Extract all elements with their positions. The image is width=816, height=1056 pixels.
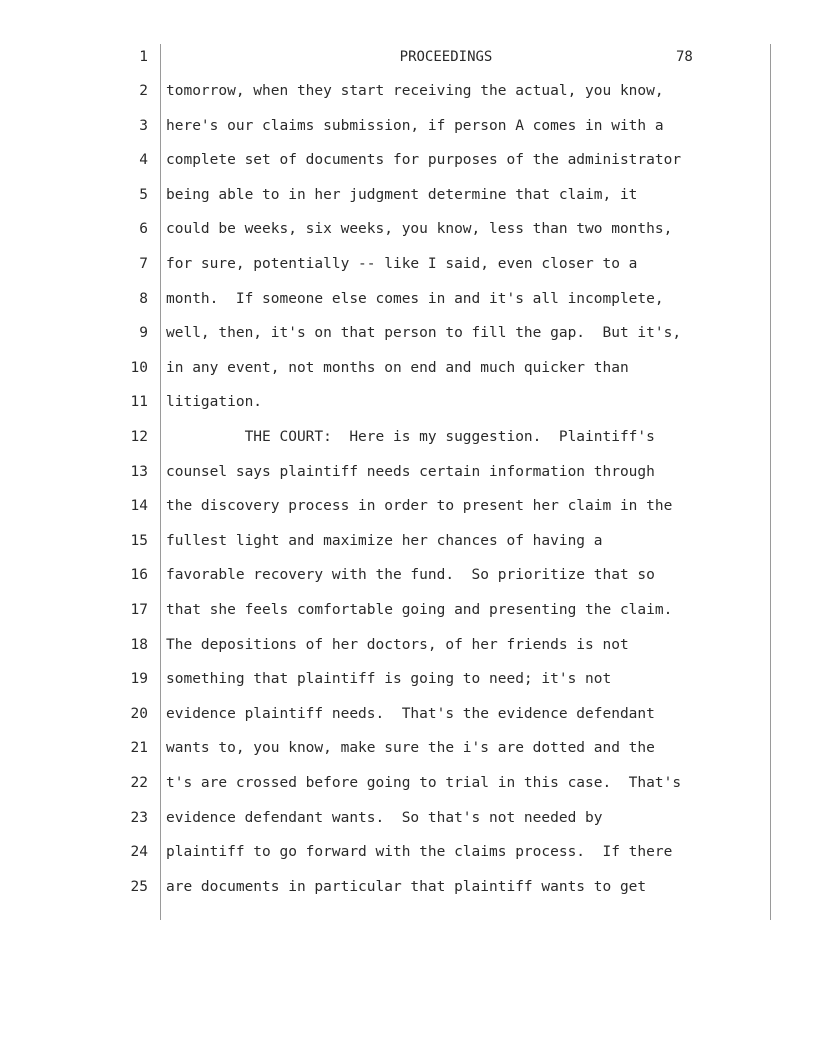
line-number: 15: [130, 532, 148, 549]
line-number: 11: [130, 394, 148, 411]
line-text: in any event, not months on end and much quicker than: [166, 359, 629, 376]
transcript-line: [0, 738, 816, 772]
transcript-line: [0, 773, 816, 807]
line-text: the discovery process in order to present her claim in the: [166, 498, 673, 515]
transcript-line: [0, 600, 816, 634]
line-number: 8: [139, 290, 148, 307]
transcript-line: [0, 704, 816, 738]
line-number: 24: [130, 844, 148, 861]
line-text: for sure, potentially -- like I said, even closer to a: [166, 256, 638, 272]
transcript-line: [0, 219, 816, 253]
line-number: 19: [130, 671, 148, 688]
line-number: 18: [130, 636, 148, 653]
line-text: t's are crossed before going to trial in this case. That's: [166, 775, 682, 791]
transcript-line: [0, 392, 816, 426]
transcript-line: [0, 427, 816, 461]
line-number: 5: [139, 186, 148, 203]
line-number: 14: [130, 498, 148, 515]
transcript-line: [0, 254, 816, 288]
line-number: 1: [139, 49, 148, 65]
line-number: 25: [130, 878, 148, 895]
line-text: THE COURT: Here is my suggestion. Plaintiff's: [166, 429, 655, 445]
page-number: 78: [676, 49, 693, 65]
transcript-line: [0, 496, 816, 530]
line-text: counsel says plaintiff needs certain information through: [166, 463, 655, 480]
line-number: 10: [130, 359, 148, 376]
line-text: fullest light and maximize her chances of having a: [166, 532, 603, 549]
line-text: evidence plaintiff needs. That's the evidence defendant: [166, 705, 655, 722]
line-text: evidence defendant wants. So that's not needed by: [166, 809, 603, 826]
transcript-line: [0, 531, 816, 565]
line-text: favorable recovery with the fund. So prioritize that so: [166, 567, 655, 584]
line-number: 23: [130, 809, 148, 826]
line-text: wants to, you know, make sure the i's are dotted and the: [166, 740, 655, 757]
transcript-line: [0, 150, 816, 184]
line-number: 22: [130, 775, 148, 791]
line-number: 12: [130, 429, 148, 445]
line-text: complete set of documents for purposes of the administrator: [166, 152, 682, 169]
line-text: The depositions of her doctors, of her friends is not: [166, 636, 629, 653]
line-number: 2: [139, 83, 148, 99]
transcript-line: [0, 323, 816, 357]
line-number: 4: [139, 152, 148, 169]
transcript-line: [0, 81, 816, 115]
line-text: plaintiff to go forward with the claims process. If there: [166, 844, 673, 861]
transcript-line: [0, 358, 816, 392]
transcript-line-1: [0, 47, 816, 81]
line-text: are documents in particular that plaintiff wants to get: [166, 878, 647, 895]
line-number: 17: [130, 602, 148, 618]
transcript-line: [0, 669, 816, 703]
line-text: being able to in her judgment determine that claim, it: [166, 186, 638, 203]
line-number: 7: [139, 256, 148, 272]
line-text: something that plaintiff is going to need; it's not: [166, 671, 612, 688]
page-header-title: PROCEEDINGS: [399, 49, 493, 65]
line-number: 20: [130, 705, 148, 722]
line-number: 16: [130, 567, 148, 584]
transcript-line: [0, 565, 816, 599]
line-number: 6: [139, 221, 148, 238]
line-number: 21: [130, 740, 148, 757]
line-text: litigation.: [166, 394, 263, 411]
line-text: tomorrow, when they start receiving the actual, you know,: [166, 83, 664, 99]
line-number: 13: [130, 463, 148, 480]
transcript-line: [0, 116, 816, 150]
line-text: that she feels comfortable going and presenting the claim.: [166, 602, 673, 618]
line-number: 9: [139, 325, 148, 342]
line-text: here's our claims submission, if person A comes in with a: [166, 117, 664, 134]
line-text: well, then, it's on that person to fill the gap. But it's,: [166, 325, 682, 342]
line-number: 3: [139, 117, 148, 134]
transcript-line: [0, 842, 816, 876]
transcript-line: [0, 808, 816, 842]
transcript-line: [0, 877, 816, 911]
transcript-line: [0, 185, 816, 219]
transcript-line: [0, 635, 816, 669]
line-text: month. If someone else comes in and it's all incomplete,: [166, 290, 664, 307]
line-text: could be weeks, six weeks, you know, less than two months,: [166, 221, 673, 238]
transcript-line: [0, 289, 816, 323]
transcript-line: [0, 462, 816, 496]
